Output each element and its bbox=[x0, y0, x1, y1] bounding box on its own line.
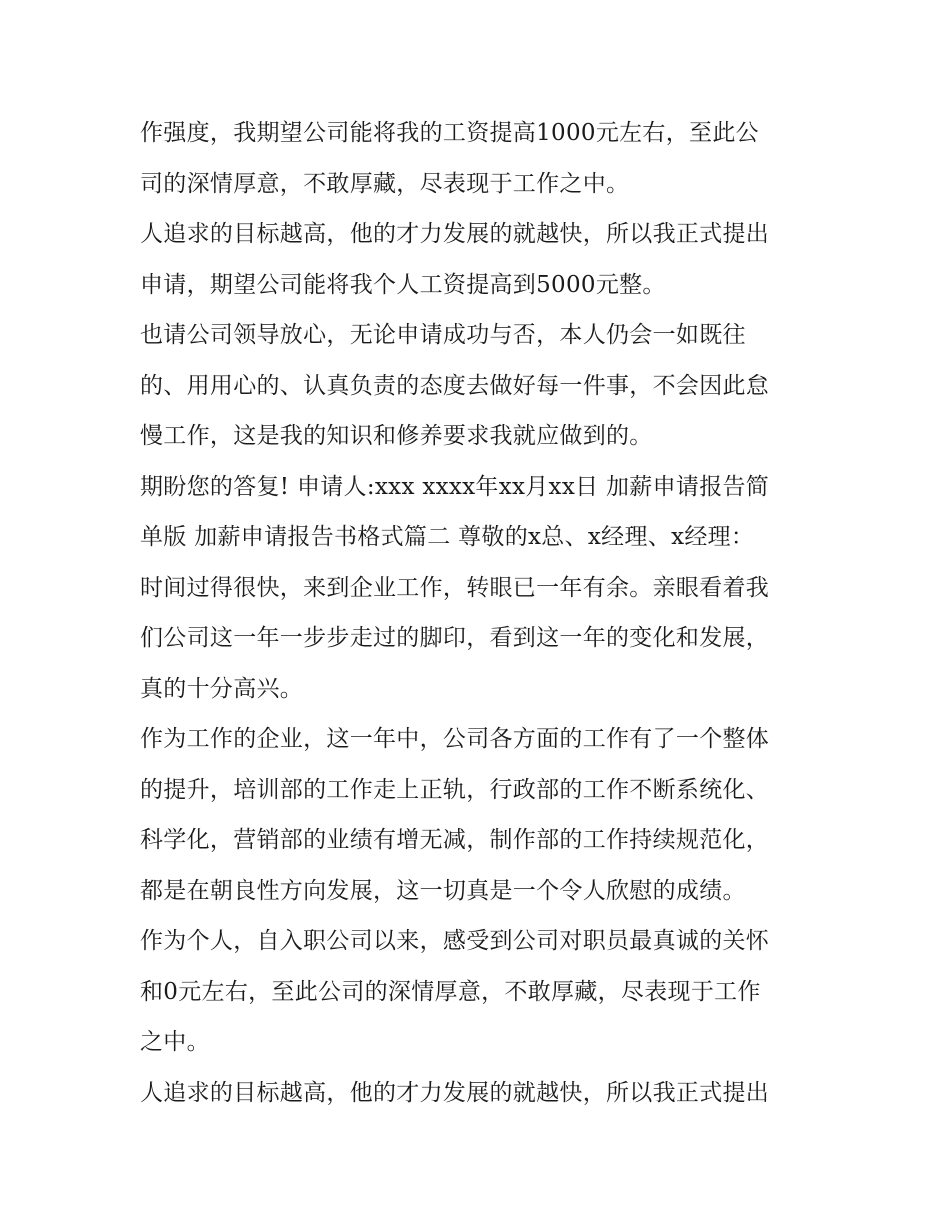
text-line: 真的十分高兴。 bbox=[140, 675, 304, 702]
text-line: 单版 加薪申请报告书格式篇二 尊敬的x总、x经理、x经理： bbox=[140, 524, 755, 550]
text-line: 们公司这一年一步步走过的脚印，看到这一年的变化和发展， bbox=[140, 625, 770, 651]
text-line: 都是在朝良性方向发展，这一切真是一个令人欣慰的成绩。 bbox=[140, 877, 746, 904]
text-line: 之中。 bbox=[140, 1029, 210, 1055]
text-line: 申请，期望公司能将我个人工资提高到5000元整。 bbox=[140, 271, 666, 298]
text-line: 科学化，营销部的业绩有增无减，制作部的工作持续规范化， bbox=[140, 827, 770, 853]
text-line: 期盼您的答复! 申请人:xxx xxxx年xx月xx日 加薪申请报告简 bbox=[140, 473, 770, 500]
text-line: 也请公司领导放心，无论申请成功与否，本人仍会一如既往 bbox=[140, 322, 746, 348]
text-line: 人追求的目标越高，他的才力发展的就越快，所以我正式提出 bbox=[140, 1079, 770, 1106]
text-line: 作为个人，自入职公司以来，感受到公司对职员最真诚的关怀 bbox=[140, 928, 770, 954]
text-line: 时间过得很快，来到企业工作，转眼已一年有余。亲眼看着我 bbox=[140, 574, 770, 601]
text-line: 的、用用心的、认真负责的态度去做好每一件事，不会因此怠 bbox=[140, 372, 770, 399]
text-line: 慢工作，这是我的知识和修养要求我就应做到的。 bbox=[140, 423, 653, 449]
text-line: 和0元左右，至此公司的深情厚意，不敢厚藏，尽表现于工作 bbox=[140, 978, 761, 1005]
document-body bbox=[140, 108, 820, 1118]
text-line: 作强度，我期望公司能将我的工资提高1000元左右，至此公 bbox=[140, 120, 759, 146]
text-line: 人追求的目标越高，他的才力发展的就越快，所以我正式提出 bbox=[140, 221, 770, 247]
text-line: 作为工作的企业，这一年中，公司各方面的工作有了一个整体 bbox=[140, 726, 770, 752]
text-line: 司的深情厚意，不敢厚藏，尽表现于工作之中。 bbox=[140, 170, 630, 197]
text-line: 的提升，培训部的工作走上正轨，行政部的工作不断系统化、 bbox=[140, 776, 770, 803]
